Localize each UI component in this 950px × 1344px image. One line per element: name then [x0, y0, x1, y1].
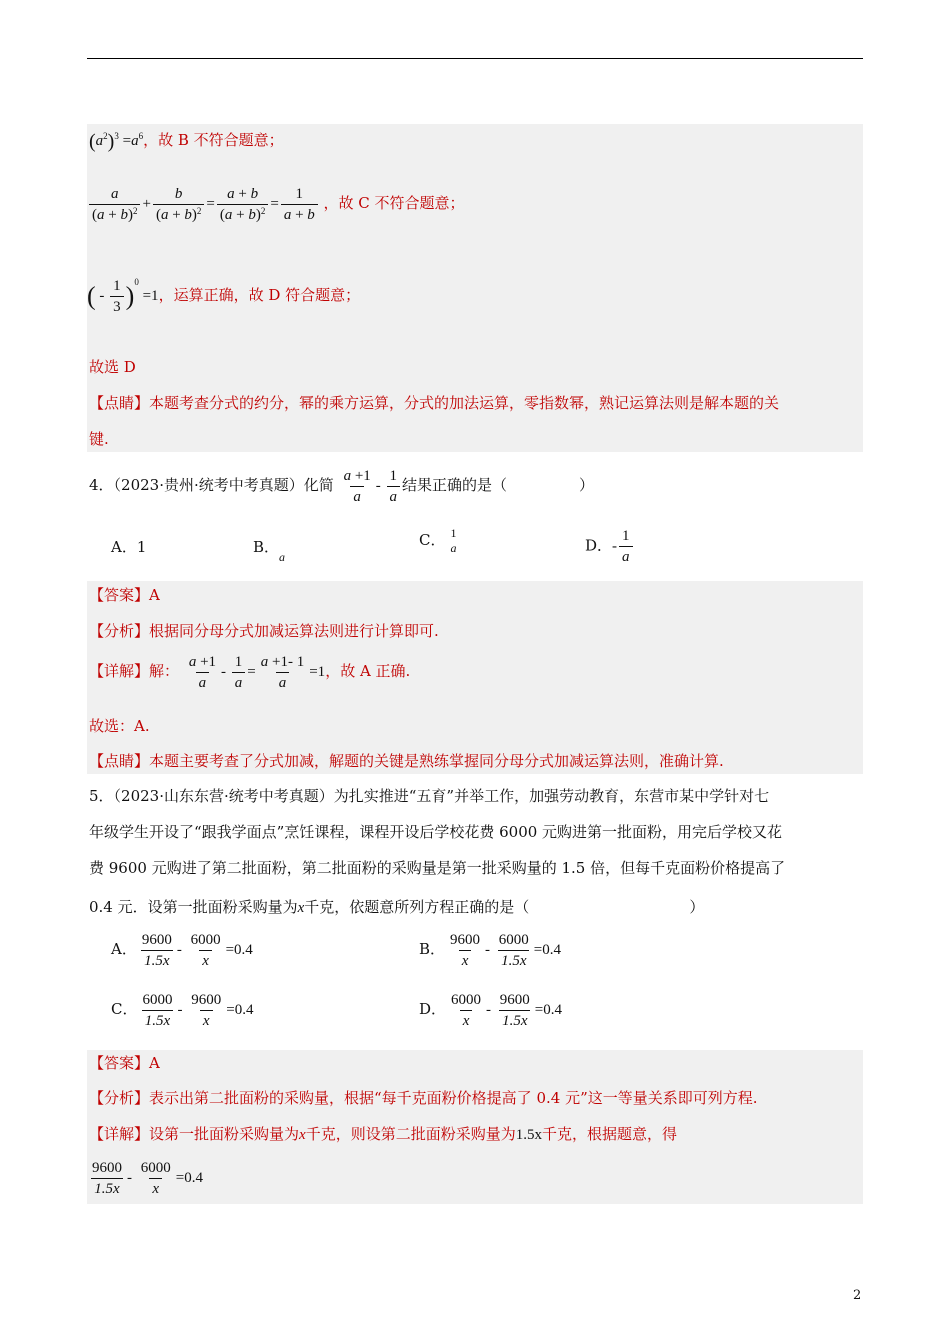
- question-4-number: 4．: [89, 475, 114, 494]
- analysis-text: 根据同分母分式加减运算法则进行计算即可.: [149, 622, 439, 640]
- fraction-numerator: 6000: [142, 992, 173, 1008]
- fraction-denominator: 1.5x: [499, 1010, 530, 1031]
- answer-value: A: [149, 1054, 160, 1072]
- fraction-numerator: 6000: [498, 932, 529, 948]
- solution-3-b-text: ，故 B 不符合题意；: [143, 131, 284, 149]
- option-label: A．: [111, 538, 137, 556]
- equation-rhs: =0.4: [533, 941, 561, 958]
- question-5-option-a[interactable]: A． $\frac{9600}{1.5x}$ - $\frac{6000}{x}$ =0.4: [111, 932, 253, 969]
- question-5-text: 为扎实推进“五育”并举工作，加强劳动教育，东营市某中学针对七: [333, 787, 770, 805]
- question-5-option-b[interactable]: B． $\frac{9600}{x}$ - $\frac{6000}{1.5x}$ =0.4: [419, 932, 561, 969]
- fraction-numerator: 9600: [92, 1160, 122, 1176]
- comment-text: 本题主要考查了分式加减，解题的关键是熟练掌握同分母分式加减运算法则，准确计算.: [149, 752, 724, 770]
- option-label: B．: [419, 939, 446, 958]
- comment-tag: 【点睛】: [89, 752, 150, 770]
- analysis-text: 表示出第二批面粉的采购量，根据“每千克面粉价格提高了 0.4 元”这一等量关系即可列方程.: [149, 1089, 758, 1107]
- option-label: B．: [253, 538, 280, 556]
- power-expression: $(a^2)^3 =a^6$: [89, 130, 144, 153]
- solution-3-conclusion: 故选 D: [89, 358, 136, 376]
- solution-3-c-text: ，故 C 不符合题意；: [323, 193, 465, 212]
- answer-value: A: [149, 586, 160, 604]
- equation-rhs: =0.4: [226, 1001, 254, 1018]
- question-5-line-4: [89, 897, 704, 918]
- detail-expression: 1.5x: [515, 1127, 542, 1143]
- fraction-denominator: 1.5x: [141, 950, 172, 971]
- solution-5-answer: [89, 1053, 160, 1073]
- analysis-tag: 【分析】: [89, 1089, 150, 1107]
- solution-3-line-c: [87, 184, 465, 225]
- solution-4-comment: [89, 751, 724, 771]
- equation-rhs: =0.4: [534, 1001, 562, 1018]
- fraction-numerator: 6000: [140, 1160, 171, 1176]
- solution-4-answer: [89, 585, 160, 605]
- fraction-denominator: x: [149, 1178, 162, 1199]
- fraction-denominator: 1.5x: [142, 1010, 173, 1031]
- solution-4-analysis: [89, 621, 439, 641]
- question-5-source: （2023·山东东营·统考中考真题）: [113, 787, 334, 805]
- option-label: A．: [111, 939, 137, 958]
- fraction-numerator: 9600: [141, 932, 172, 948]
- detail-pre: 解：: [149, 661, 180, 680]
- fraction-denominator: 1.5x: [91, 1178, 122, 1199]
- option-numerator: 1: [622, 528, 630, 544]
- detail-post: ，故 A 正确.: [325, 661, 411, 680]
- detail-mid: 千克，则设第二批面粉采购量为: [305, 1125, 516, 1143]
- zero-power-expression: ( - $\frac{1}{3}$ )$^0$ =1: [87, 277, 159, 315]
- question-5-variable: x: [297, 900, 305, 916]
- option-value: 1: [136, 538, 147, 556]
- detail-tag: 【详解】: [89, 1125, 150, 1143]
- question-4-stem: [89, 466, 594, 507]
- question-5-number: 5．: [89, 787, 114, 805]
- solution-5-detail: [89, 1124, 677, 1145]
- question-4-source: （2023·贵州·统考中考真题）: [113, 475, 304, 494]
- equation-rhs: =0.4: [175, 1169, 203, 1186]
- fraction-denominator: x: [460, 1010, 473, 1031]
- solution-3-comment-cont: 键.: [89, 430, 109, 448]
- fraction-denominator: x: [200, 1010, 213, 1031]
- solution-5-equation: $\frac{9600}{1.5x}$ - $\frac{6000}{x}$ =0.4: [87, 1158, 203, 1199]
- detail-variable: x: [299, 1127, 306, 1143]
- option-value: a: [279, 550, 286, 564]
- solution-4-conclusion: 故选：A.: [89, 717, 150, 735]
- fraction-numerator: 9600: [191, 992, 222, 1008]
- answer-tag: 【答案】: [89, 586, 150, 604]
- detail-pre: 设第一批面粉采购量为: [149, 1125, 300, 1143]
- question-5-line-1: [89, 786, 769, 806]
- page-number: 2: [853, 1288, 862, 1303]
- option-label: C．: [111, 999, 138, 1018]
- question-5-line-4-post: 千克，依题意所列方程正确的是（: [304, 898, 530, 916]
- question-5-option-d[interactable]: D． $\frac{6000}{x}$ - $\frac{9600}{1.5x}$ =0.4: [419, 992, 562, 1029]
- header-rule: [87, 58, 863, 59]
- fraction-numerator: 9600: [450, 932, 481, 948]
- question-4-option-d[interactable]: [585, 526, 635, 567]
- question-5-line-3: 费 9600 元购进了第二批面粉，第二批面粉的采购量是第一批采购量的 1.5 倍，但每千克面粉价格提高了: [89, 859, 786, 877]
- fraction-denominator: 1.5x: [498, 950, 529, 971]
- question-4-stem-pre: 化简: [303, 475, 334, 494]
- fraction-numerator: 6000: [451, 992, 482, 1008]
- solution-4-detail: [89, 652, 410, 693]
- question-4-option-a[interactable]: [111, 537, 146, 557]
- fraction-sum-expression: $\frac{a}{(a + b)^2}$ + $\frac{b}{(a + b)^2}$ = $\frac{a + b}{(a + b)^2}$ = $\frac{1}{a + b}$: [87, 196, 324, 212]
- answer-tag: 【答案】: [89, 1054, 150, 1072]
- detail-tag: 【详解】: [89, 661, 150, 680]
- option-denominator: a: [450, 541, 457, 555]
- question-5-line-4-pre: 0.4 元．设第一批面粉采购量为: [89, 898, 298, 916]
- analysis-tag: 【分析】: [89, 622, 150, 640]
- question-4-option-b[interactable]: [253, 537, 286, 564]
- question-5-line-2: 年级学生开设了“跟我学面点”烹饪课程，课程开设后学校花费 6000 元购进第一批面粉，用完后学校又花: [89, 823, 783, 841]
- comment-tag: 【点睛】: [89, 394, 150, 412]
- fraction-numerator: 9600: [499, 992, 530, 1008]
- option-label: D．: [585, 536, 613, 555]
- solution-3-line-d: [87, 276, 360, 317]
- question-5-line-4-close: ）: [689, 898, 705, 916]
- question-4-stem-close: ）: [579, 475, 595, 494]
- solution-3-line-b: [89, 130, 284, 152]
- fraction-denominator: x: [199, 950, 212, 971]
- fraction-denominator: x: [459, 950, 472, 971]
- option-denominator: a: [619, 546, 633, 567]
- detail-post: 千克，根据题意，得: [541, 1125, 677, 1143]
- solution-3-comment: [89, 393, 779, 413]
- comment-text: 本题考查分式的约分，幂的乘方运算，分式的加法运算，零指数幂，熟记运算法则是解本题的关: [149, 394, 780, 412]
- question-4-expression: $\frac{a +1}{a}$ - $\frac{1}{a}$: [339, 478, 402, 494]
- question-5-option-c[interactable]: C． $\frac{6000}{1.5x}$ - $\frac{9600}{x}$ =0.4: [111, 992, 254, 1029]
- question-4-option-c[interactable]: [419, 526, 461, 556]
- fraction-numerator: 6000: [190, 932, 221, 948]
- detail-expression: $\frac{a +1}{a}$ - $\frac{1}{a}$ = $\frac{a +1- 1}{a}$ =1: [188, 654, 326, 691]
- option-label: D．: [419, 999, 447, 1018]
- option-numerator: 1: [450, 526, 457, 540]
- solution-3-d-text: ，运算正确，故 D 符合题意；: [158, 285, 361, 304]
- question-4-stem-post: 结果正确的是（: [402, 475, 508, 494]
- option-label: C．: [419, 531, 446, 549]
- solution-5-analysis: [89, 1088, 758, 1108]
- equation-rhs: =0.4: [225, 941, 253, 958]
- option-sign: -: [612, 538, 618, 555]
